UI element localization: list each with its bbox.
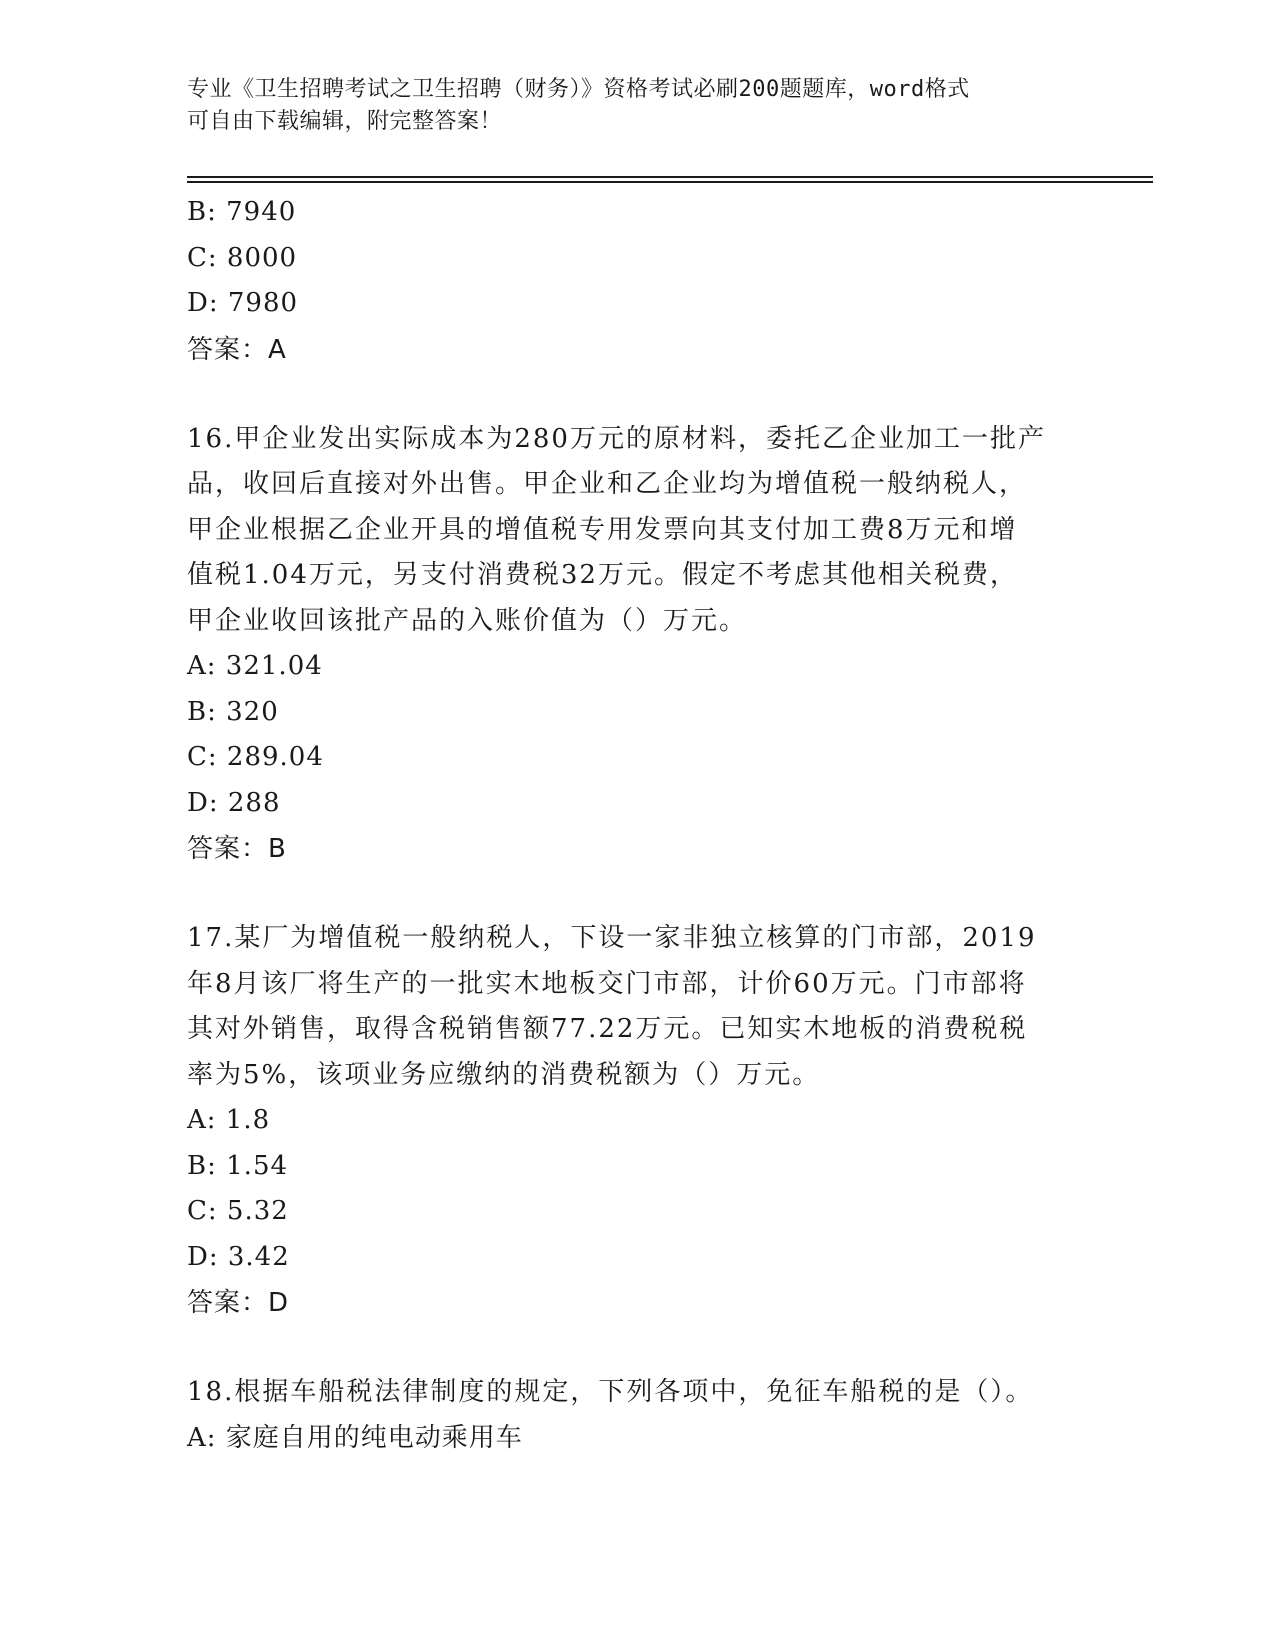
option-b: B: 7940 <box>187 197 297 227</box>
spacer <box>187 872 1087 916</box>
question-text-line: 甲企业收回该批产品的入账价值为（）万元。 <box>187 605 748 636</box>
question-16 <box>187 417 1087 873</box>
option-b: B: 1.54 <box>187 1150 289 1181</box>
question-text-line: 甲企业根据乙企业开具的增值税专用发票向其支付加工费8万元和增 <box>187 514 1018 545</box>
question-text-line: 其对外销售，取得含税销售额77.22万元。已知实木地板的消费税税 <box>187 1014 1028 1044</box>
answer-line: 答案：B <box>187 834 287 864</box>
document-body <box>187 190 1087 1461</box>
option-c: C: 8000 <box>187 242 298 273</box>
option-c: C: 5.32 <box>187 1196 289 1226</box>
question-text-line: 17.某厂为增值税一般纳税人，下设一家非独立核算的门市部，2019 <box>187 923 1037 953</box>
question-text-line: 值税1.04万元，另支付消费税32万元。假定不考虑其他相关税费， <box>187 560 1018 590</box>
question-18 <box>187 1370 1087 1461</box>
option-a: A: 321.04 <box>187 651 323 681</box>
question-17 <box>187 916 1087 1326</box>
question-15-continued <box>187 190 1087 373</box>
question-text-line: 16.甲企业发出实际成本为280万元的原材料，委托乙企业加工一批产 <box>187 423 1046 454</box>
header-line-1: 专业《卫生招聘考试之卫生招聘（财务）》资格考试必刷200题题库，word格式 <box>187 77 970 102</box>
spacer <box>187 373 1087 417</box>
option-a: A: 1.8 <box>187 1105 271 1135</box>
spacer <box>187 1326 1087 1370</box>
question-text-line: 年8月该厂将生产的一批实木地板交门市部，计价60万元。门市部将 <box>187 968 1027 999</box>
option-d: D: 3.42 <box>187 1241 290 1272</box>
document-header <box>187 74 1067 138</box>
header-line-2: 可自由下载编辑，附完整答案！ <box>187 109 503 134</box>
option-a: A: 家庭自用的纯电动乘用车 <box>187 1422 523 1453</box>
option-d: D: 7980 <box>187 288 299 318</box>
answer-line: 答案：D <box>187 1288 290 1318</box>
option-d: D: 288 <box>187 787 281 818</box>
header-rule-bottom <box>187 181 1153 183</box>
option-b: B: 320 <box>187 696 279 727</box>
option-c: C: 289.04 <box>187 742 324 772</box>
question-text-line: 品，收回后直接对外出售。甲企业和乙企业均为增值税一般纳税人， <box>187 469 1028 499</box>
answer-line: 答案：A <box>187 334 287 365</box>
header-rule-top <box>187 176 1153 178</box>
question-text-line: 18.根据车船税法律制度的规定，下列各项中，免征车船税的是（）。 <box>187 1377 1034 1407</box>
question-text-line: 率为5%，该项业务应缴纳的消费税额为（）万元。 <box>187 1059 821 1090</box>
